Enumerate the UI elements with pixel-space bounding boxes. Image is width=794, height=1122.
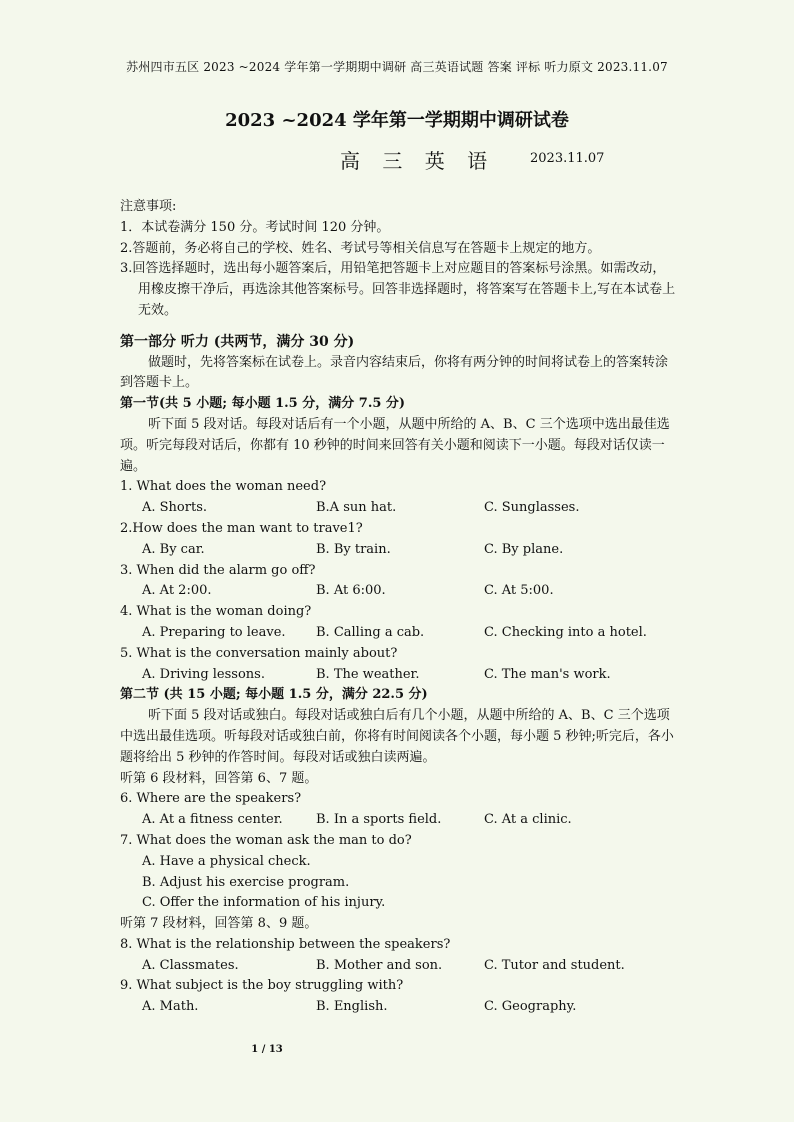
question-4: 4. What is the woman doing? (120, 604, 312, 620)
option-c: C. The man's work. (484, 666, 611, 682)
page-header: 苏州四市五区 2023 ~2024 学年第一学期期中调研 高三英语试题 答案 评标 听力原文 2023.11.07 (126, 60, 668, 74)
page-number: 1 / 13 (251, 1044, 283, 1055)
note-item: 2.答题前，务必将自己的学校、姓名、考试号等相关信息写在答题卡上规定的地方。 (120, 240, 601, 256)
option-a: A. Driving lessons. (142, 666, 265, 682)
exam-title: 2023 ~2024 学年第一学期期中调研试卷 (225, 110, 569, 131)
option-c: C. Sunglasses. (484, 500, 580, 516)
options-1 (120, 498, 678, 519)
note-item: 1．本试卷满分 150 分。考试时间 120 分钟。 (120, 219, 390, 235)
section1-intro: 听下面 5 段对话。每段对话后有一个小题，从题中所给的 A、B、C 三个选项中选出最佳选项。听完每段对话后，你都有 10 秒钟的时间来回答有关小题和阅读下一小题。每段对话仅读一遍。 (120, 416, 670, 474)
option-a: A. Math. (142, 999, 199, 1015)
option-b: B. At 6:00. (316, 583, 386, 599)
option-a: A. At 2:00. (142, 583, 212, 599)
question-1: 1. What does the woman need? (120, 479, 327, 495)
option-c: C. Offer the information of his injury. (142, 895, 386, 911)
part1-intro: 做题时，先将答案标在试卷上。录音内容结束后，你将有两分钟的时间将试卷上的答案转涂到答题卡上。 (120, 354, 669, 391)
option-c: C. Geography. (484, 999, 577, 1015)
question-5: 5. What is the conversation mainly about? (120, 645, 398, 661)
option-b: B. In a sports field. (316, 812, 442, 828)
option-c: C. At 5:00. (484, 583, 554, 599)
option-a: A. Have a physical check. (142, 853, 311, 869)
options-6 (120, 810, 678, 831)
option-c: C. Tutor and student. (484, 957, 625, 973)
option-b: B. Calling a cab. (316, 624, 425, 640)
part1-heading: 第一部分 听力 (共两节，满分 30 分) (120, 333, 355, 350)
notes-heading: 注意事项: (120, 199, 177, 214)
options-3 (120, 581, 678, 602)
question-6: 6. Where are the speakers? (120, 791, 302, 807)
options-9 (120, 997, 678, 1018)
options-8 (120, 956, 678, 977)
option-c: C. Checking into a hotel. (484, 624, 647, 640)
option-a: A. Classmates. (142, 957, 239, 973)
exam-subject: 高 三 英 语 (340, 149, 496, 173)
option-b: B.A sun hat. (316, 500, 397, 516)
option-b: B. By train. (316, 541, 391, 557)
option-c: C. At a clinic. (484, 812, 572, 828)
option-b: B. Adjust his exercise program. (142, 874, 350, 890)
option-a: A. Preparing to leave. (142, 624, 286, 640)
options-2 (120, 540, 678, 561)
material-6-note: 听第 6 段材料，回答第 6、7 题。 (120, 770, 318, 786)
exam-date: 2023.11.07 (530, 151, 605, 166)
question-2: 2.How does the man want to trave1? (120, 520, 363, 536)
note-item: 3.回答选择题时，选出每小题答案后，用铅笔把答题卡上对应题目的答案标号涂黑。如需改动，用橡皮擦干净后，再选涂其他答案标号。回答非选择题时，将答案写在答题卡上,写在本试卷上无效。 (120, 261, 676, 318)
exam-body (120, 197, 678, 1018)
options-5 (120, 665, 678, 686)
option-b: B. The weather. (316, 666, 420, 682)
subtitle-row (0, 145, 794, 173)
question-7: 7. What does the woman ask the man to do? (120, 832, 412, 848)
question-3: 3. When did the alarm go off? (120, 562, 316, 578)
material-7-note: 听第 7 段材料，回答第 8、9 题。 (120, 916, 318, 932)
section2-heading: 第二节 (共 15 小题; 每小题 1.5 分，满分 22.5 分) (120, 687, 428, 703)
question-8: 8. What is the relationship between the speakers? (120, 936, 451, 952)
option-a: A. At a fitness center. (142, 812, 283, 828)
option-a: A. Shorts. (142, 500, 207, 516)
option-c: C. By plane. (484, 541, 564, 557)
options-4 (120, 623, 678, 644)
question-9: 9. What subject is the boy struggling with? (120, 978, 404, 994)
section1-heading: 第一节(共 5 小题; 每小题 1.5 分，满分 7.5 分) (120, 396, 406, 412)
option-b: B. Mother and son. (316, 957, 443, 973)
option-b: B. English. (316, 999, 388, 1015)
section2-intro: 听下面 5 段对话或独白。每段对话或独白后有几个小题，从题中所给的 A、B、C 三个选项中选出最佳选项。听每段对话或独白前，你将有时间阅读各个小题，每小题 5 秒钟;听完后，各小题将给出 5 秒钟的作答时间。每段对话或独白读两遍。 (120, 708, 674, 765)
option-a: A. By car. (142, 541, 205, 557)
